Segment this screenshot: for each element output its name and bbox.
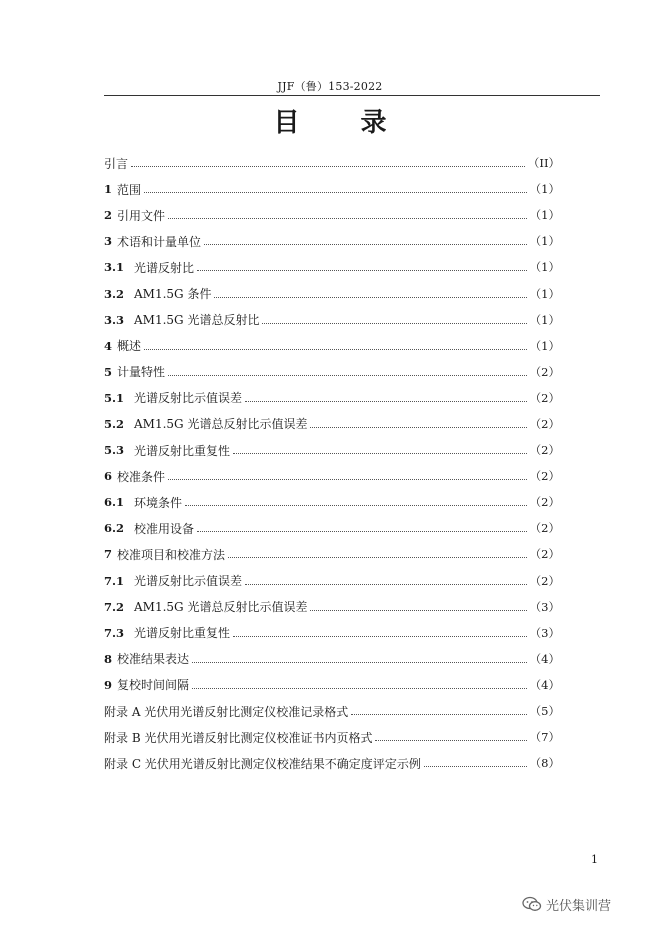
toc-entry[interactable] xyxy=(104,750,560,776)
dot-leader xyxy=(168,366,527,376)
toc-entry-title: 校准条件 xyxy=(117,469,166,484)
toc-entry-page: （1） xyxy=(529,286,560,301)
toc-entry-title: 校准项目和校准方法 xyxy=(117,547,226,562)
dot-leader xyxy=(233,627,527,637)
toc-entry-page: （2） xyxy=(529,390,560,405)
dot-leader xyxy=(245,575,527,585)
toc-entry-title: 引言 xyxy=(104,156,129,171)
toc-entry[interactable] xyxy=(104,463,560,489)
toc-entry-title: 光谱反射比示值误差 xyxy=(134,391,243,406)
toc-entry-page: （1） xyxy=(529,234,560,249)
toc-entry-title: 概述 xyxy=(117,339,142,354)
toc-entry-page: （2） xyxy=(529,416,560,431)
toc-entry-title: 光谱反射比 xyxy=(134,260,195,275)
toc-entry-page: （2） xyxy=(529,573,560,588)
dot-leader xyxy=(228,548,527,558)
dot-leader xyxy=(168,209,527,219)
toc-entry-title: 引用文件 xyxy=(117,208,166,223)
toc-entry[interactable] xyxy=(104,698,560,724)
dot-leader xyxy=(197,261,527,271)
toc-entry-title: 复校时间间隔 xyxy=(117,678,190,693)
page-title: 目 录 xyxy=(273,108,413,138)
toc-entry[interactable] xyxy=(104,620,560,646)
toc-entry-number: 6 xyxy=(104,469,113,484)
toc-entry[interactable] xyxy=(104,437,560,463)
dot-leader xyxy=(131,157,525,167)
toc-entry-number: 2 xyxy=(104,208,113,223)
toc-entry[interactable] xyxy=(104,385,560,411)
dot-leader xyxy=(262,314,526,324)
toc-entry[interactable] xyxy=(104,359,560,385)
toc-entry-page: （2） xyxy=(529,469,560,484)
toc-entry-title: AM1.5G 条件 xyxy=(134,287,212,302)
toc-entry[interactable] xyxy=(104,594,560,620)
toc-entry-page: （1） xyxy=(529,338,560,353)
toc-entry-title: 光谱反射比重复性 xyxy=(134,443,231,458)
toc-entry-page: （7） xyxy=(529,730,560,745)
toc-entry[interactable] xyxy=(104,280,560,306)
dot-leader xyxy=(144,183,527,193)
dot-leader xyxy=(192,679,527,689)
toc-entry-number: 7.2 xyxy=(104,599,125,614)
table-of-contents xyxy=(104,150,560,776)
toc-entry-number: 9 xyxy=(104,677,113,692)
wechat-icon xyxy=(522,896,542,912)
toc-entry-page: （2） xyxy=(529,495,560,510)
watermark xyxy=(522,893,611,915)
dot-leader xyxy=(204,235,527,245)
header-rule xyxy=(104,95,600,96)
toc-entry[interactable] xyxy=(104,176,560,202)
toc-entry-title: 附录 A 光伏用光谱反射比测定仪校准记录格式 xyxy=(104,704,349,719)
toc-entry-page: （2） xyxy=(529,521,560,536)
toc-entry-number: 6.2 xyxy=(104,521,125,536)
toc-entry[interactable] xyxy=(104,646,560,672)
dot-leader xyxy=(214,288,526,298)
toc-entry-number: 8 xyxy=(104,651,113,666)
toc-entry-number: 3.1 xyxy=(104,260,125,275)
toc-entry[interactable] xyxy=(104,333,560,359)
toc-entry-number: 5.1 xyxy=(104,390,125,405)
toc-entry-title: 校准用设备 xyxy=(134,521,195,536)
toc-entry-title: 环境条件 xyxy=(134,495,183,510)
toc-entry-page: （4） xyxy=(529,677,560,692)
toc-entry-page: （2） xyxy=(529,547,560,562)
dot-leader xyxy=(168,470,527,480)
toc-entry-page: （8） xyxy=(529,756,560,771)
toc-entry-number: 7.3 xyxy=(104,625,125,640)
toc-entry-title: 附录 B 光伏用光谱反射比测定仪校准证书内页格式 xyxy=(104,730,373,745)
watermark-text: 光伏集训营 xyxy=(546,898,612,914)
toc-entry[interactable] xyxy=(104,411,560,437)
toc-entry-number: 5.2 xyxy=(104,416,125,431)
toc-entry[interactable] xyxy=(104,568,560,594)
toc-entry-number: 7.1 xyxy=(104,573,125,588)
toc-entry-title: AM1.5G 光谱总反射比示值误差 xyxy=(134,600,308,615)
toc-entry-page: （1） xyxy=(529,182,560,197)
toc-entry-page: （II） xyxy=(527,156,560,171)
toc-entry[interactable] xyxy=(104,150,560,176)
toc-entry-number: 1 xyxy=(104,182,113,197)
dot-leader xyxy=(185,496,527,506)
dot-leader xyxy=(310,601,526,611)
toc-entry-page: （1） xyxy=(529,260,560,275)
toc-entry-page: （5） xyxy=(529,704,560,719)
toc-entry-title: 范围 xyxy=(117,182,142,197)
toc-entry-title: 光谱反射比重复性 xyxy=(134,626,231,641)
toc-entry-number: 6.1 xyxy=(104,495,125,510)
toc-entry-page: （4） xyxy=(529,651,560,666)
toc-entry-page: （2） xyxy=(529,364,560,379)
toc-entry[interactable] xyxy=(104,541,560,567)
toc-entry[interactable] xyxy=(104,228,560,254)
toc-entry[interactable] xyxy=(104,724,560,750)
dot-leader xyxy=(424,757,527,767)
toc-entry[interactable] xyxy=(104,489,560,515)
toc-entry-number: 5 xyxy=(104,364,113,379)
toc-entry-title: AM1.5G 光谱总反射比示值误差 xyxy=(134,417,308,432)
dot-leader xyxy=(144,340,527,350)
document-code-header: JJF（鲁）153-2022 xyxy=(277,80,383,93)
toc-entry-number: 4 xyxy=(104,338,113,353)
toc-entry-number: 5.3 xyxy=(104,443,125,458)
dot-leader xyxy=(192,653,527,663)
toc-entry-title: AM1.5G 光谱总反射比 xyxy=(134,313,260,328)
toc-entry-number: 3.2 xyxy=(104,286,125,301)
dot-leader xyxy=(310,418,526,428)
toc-entry-page: （3） xyxy=(529,599,560,614)
toc-entry[interactable] xyxy=(104,254,560,280)
page-number: 1 xyxy=(591,853,598,866)
toc-entry-page: （3） xyxy=(529,625,560,640)
toc-entry[interactable] xyxy=(104,515,560,541)
toc-entry[interactable] xyxy=(104,202,560,228)
dot-leader xyxy=(351,705,526,715)
toc-entry-number: 3 xyxy=(104,234,113,249)
toc-entry-title: 光谱反射比示值误差 xyxy=(134,574,243,589)
toc-entry-number: 7 xyxy=(104,547,113,562)
dot-leader xyxy=(245,392,527,402)
toc-entry-title: 计量特性 xyxy=(117,365,166,380)
toc-entry-page: （1） xyxy=(529,312,560,327)
toc-entry-page: （2） xyxy=(529,443,560,458)
toc-entry-number: 3.3 xyxy=(104,312,125,327)
toc-entry[interactable] xyxy=(104,307,560,333)
dot-leader xyxy=(233,444,527,454)
toc-entry-title: 校准结果表达 xyxy=(117,652,190,667)
toc-entry-title: 术语和计量单位 xyxy=(117,234,202,249)
toc-entry-title: 附录 C 光伏用光谱反射比测定仪校准结果不确定度评定示例 xyxy=(104,756,421,771)
dot-leader xyxy=(375,731,526,741)
toc-entry[interactable] xyxy=(104,672,560,698)
dot-leader xyxy=(197,522,527,532)
toc-entry-page: （1） xyxy=(529,208,560,223)
